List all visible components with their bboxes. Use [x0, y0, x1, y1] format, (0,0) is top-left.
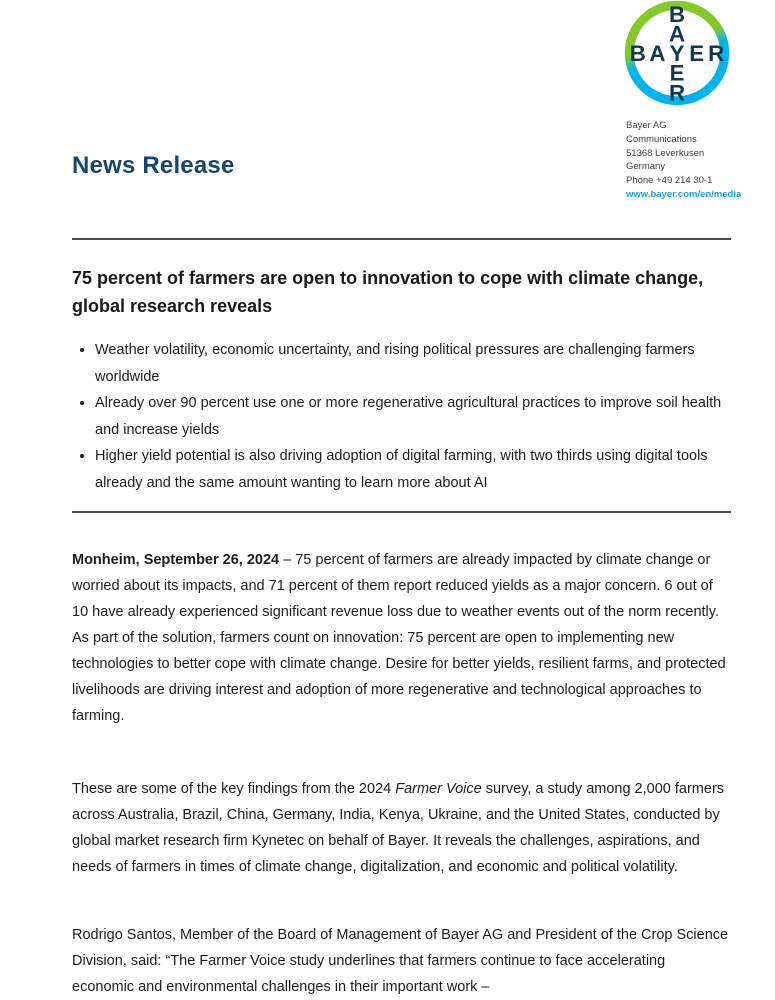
body-paragraph-quote: Rodrigo Santos, Member of the Board of Management of Bayer AG and President of the Crop Science Division, said: “The Farmer Voice study underlines that farmers continue to face accelerating economic and environmental challenges in their important work – — [72, 927, 729, 995]
svg-text:B: B — [629, 41, 646, 67]
paragraph-text: – 75 percent of farmers are already impacted by climate change or worried about its impacts, and 71 percent of them report reduced yields as a major concern. 6 out of 10 have already experienced significant revenue loss due to weather events out of the norm recently. As part of the solution, farmers count on innovation: 75 percent are open to implementing new technologies to better cope with climate change. Desire for better yields, resilient farms, and protected livelihoods are driving interest and adoption of more regenerative and technological approaches to farming. — [72, 552, 726, 724]
horizontal-rule-bottom — [72, 511, 731, 513]
svg-text:E: E — [669, 60, 685, 86]
dateline: Monheim, September 26, 2024 — [72, 552, 280, 568]
horizontal-rule-top — [72, 238, 731, 240]
contact-country: Germany — [626, 161, 666, 173]
key-point-item: • Already over 90 percent use one or more regenerative agricultural practices to improve soil health and increase yields — [95, 390, 732, 443]
contact-phone: Phone +49 214 30-1 — [626, 175, 713, 187]
headline: 75 percent of farmers are open to innovation to cope with climate change, global research reveals — [72, 268, 704, 316]
svg-text:R: R — [708, 41, 725, 67]
media-website-link[interactable]: www.bayer.com/en/media — [626, 188, 742, 200]
paragraph-text: These are some of the key findings from the 2024 — [72, 781, 396, 797]
svg-text:Y: Y — [669, 41, 685, 67]
paragraph-text: survey, a study among 2,000 farmers across Australia, Brazil, China, Germany, India, Kenya, Ukraine, and the United States, conducted by global market research firm Kynetec on behalf of Bayer. It reveals the challenges, aspirations, and needs of farmers in times of climate change, digitalization, and economic and political volatility. — [72, 781, 725, 875]
svg-text:B: B — [668, 1, 686, 27]
survey-name: Farmer Voice — [395, 781, 482, 797]
svg-text:A: A — [668, 21, 686, 47]
key-point-item: • Higher yield potential is also driving adoption of digital farming, with two thirds using digital tools already and the same amount wanting to learn more about AI — [95, 443, 732, 496]
contact-postal: 51368 Leverkusen — [626, 147, 705, 159]
key-point-item: • Weather volatility, economic uncertainty, and rising political pressures are challenging farmers worldwide — [95, 337, 732, 390]
contact-block — [626, 119, 771, 202]
svg-text:A: A — [649, 41, 666, 67]
contact-company: Bayer AG — [626, 120, 667, 131]
svg-text:E: E — [689, 41, 705, 67]
contact-department: Communications — [626, 133, 697, 145]
key-points — [72, 337, 732, 496]
document-type-title: News Release — [72, 152, 235, 179]
svg-text:R: R — [668, 80, 686, 106]
bayer-logo-icon — [624, 0, 730, 106]
logo-letters-horizontal — [630, 41, 725, 66]
body-paragraph-survey — [72, 776, 730, 880]
body-paragraph-dateline — [72, 547, 730, 729]
